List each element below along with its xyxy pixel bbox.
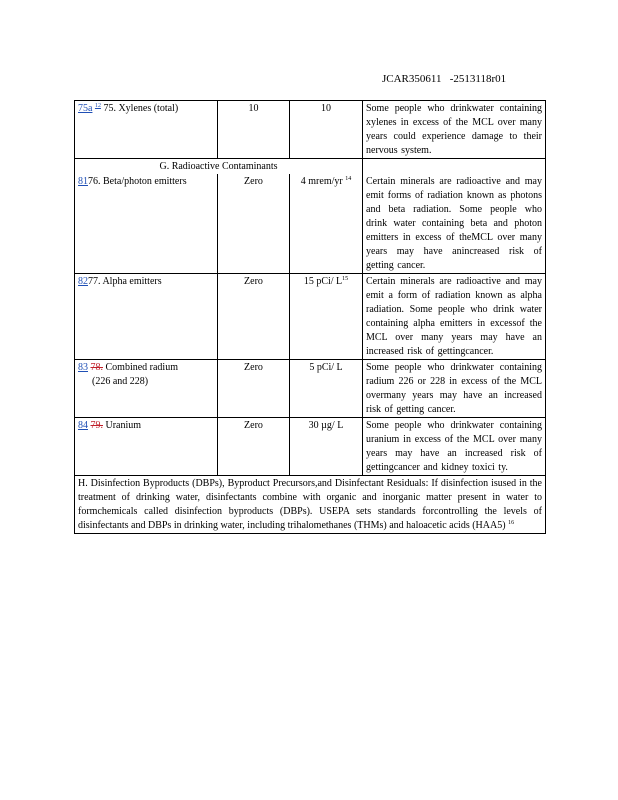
mcl-cell xyxy=(290,274,363,360)
health-effects: Some people who drinkwater containing uranium in excess of the MCL over many years may have an increased risk of gettingcancer and kidney toxici ty. xyxy=(363,418,546,476)
section-heading-row xyxy=(75,159,546,175)
contaminant-name-cell xyxy=(75,418,218,476)
footnote-ref: 14 xyxy=(345,176,352,182)
footnote-ref: 15 xyxy=(342,276,349,282)
new-number-link[interactable]: 84 xyxy=(78,420,88,431)
mcl-value: 5 pCi/ L xyxy=(290,360,363,418)
section-h-paragraph xyxy=(75,476,546,534)
old-number: 76. xyxy=(88,176,101,187)
contaminant-name-cell xyxy=(75,274,218,360)
mcl-value: 30 µg/ L xyxy=(290,418,363,476)
contaminant-name-cell xyxy=(75,101,218,159)
health-effects: Certain minerals are radioactive and may emit a form of radiation known as alpha radiation. Some people who drink water containing alpha emitters in excessof the MCL over many years may have an increased risk of gettingcancer. xyxy=(363,274,546,360)
footnote-ref[interactable]: 12 xyxy=(94,103,101,109)
mclg-value: 10 xyxy=(218,101,290,159)
new-number-link[interactable]: 75a xyxy=(78,103,93,114)
contaminant-name: Uranium xyxy=(105,420,142,431)
old-number: 77. xyxy=(88,276,101,287)
health-effects: Some people who drinkwater containing xylenes in excess of the MCL over many years could experience damage to their nervous system. xyxy=(363,101,546,159)
contaminant-name: Combined radium xyxy=(105,362,178,373)
section-h-row xyxy=(75,476,546,534)
health-effects: Some people who drinkwater containing radium 226 or 228 in excess of the MCL overmany years may have an increased risk of getting cancer. xyxy=(363,360,546,418)
table-row-uranium xyxy=(75,418,546,476)
empty-cell xyxy=(363,159,546,175)
table-row-radium xyxy=(75,360,546,418)
contaminant-name: Alpha emitters xyxy=(102,276,162,287)
contaminant-name: Xylenes (total) xyxy=(118,103,179,114)
health-effects: Certain minerals are radioactive and may emit forms of radiation known as photons and beta radiation. Some people who drink water containing beta and photon emitters in excess of theMCL over many years may have anincreased risk of getting cancer. xyxy=(363,174,546,274)
mcl-value: 4 mrem/yr xyxy=(300,176,343,187)
table-row-alpha xyxy=(75,274,546,360)
section-h-title: H. Disinfection Byproducts (DBPs), Byproduct Precursors,and Disinfectant Residuals: xyxy=(78,478,429,489)
document-id: JCAR350611 -2513118r01 xyxy=(382,73,507,85)
mclg-value: Zero xyxy=(218,360,290,418)
new-number-link[interactable]: 82 xyxy=(78,276,88,287)
contaminant-name-cell xyxy=(75,360,218,418)
section-g-title: G. Radioactive Contaminants xyxy=(75,159,363,175)
table-row-xylenes xyxy=(75,101,546,159)
mcl-value: 10 xyxy=(290,101,363,159)
old-number: 75. xyxy=(103,103,116,114)
section-h-body: If disinfection isused in the treatment of drinking water, disinfectants combine with organic and inorganic matter present in water to formchemicals called disinfection byproducts (DBPs). USEPA sets standards forcontrolling the levels of disinfectants and DBPs in drinking water, including trihalomethanes (THMs) and haloacetic acids (HAA5) xyxy=(78,478,542,531)
mcl-value: 15 pCi/ L xyxy=(303,276,343,287)
mclg-value: Zero xyxy=(218,174,290,274)
contaminant-name: Beta/photon emitters xyxy=(103,176,187,187)
deleted-number: 79. xyxy=(90,420,103,431)
contaminant-table xyxy=(74,100,546,534)
mclg-value: Zero xyxy=(218,418,290,476)
contaminant-name-detail: (226 and 228) xyxy=(92,376,149,387)
mcl-cell xyxy=(290,174,363,274)
new-number-link[interactable]: 83 xyxy=(78,362,88,373)
footnote-ref: 16 xyxy=(508,520,515,526)
table-row-beta-photon xyxy=(75,174,546,274)
new-number-link[interactable]: 81 xyxy=(78,176,88,187)
mclg-value: Zero xyxy=(218,274,290,360)
deleted-number: 78. xyxy=(90,362,103,373)
contaminant-name-cell xyxy=(75,174,218,274)
